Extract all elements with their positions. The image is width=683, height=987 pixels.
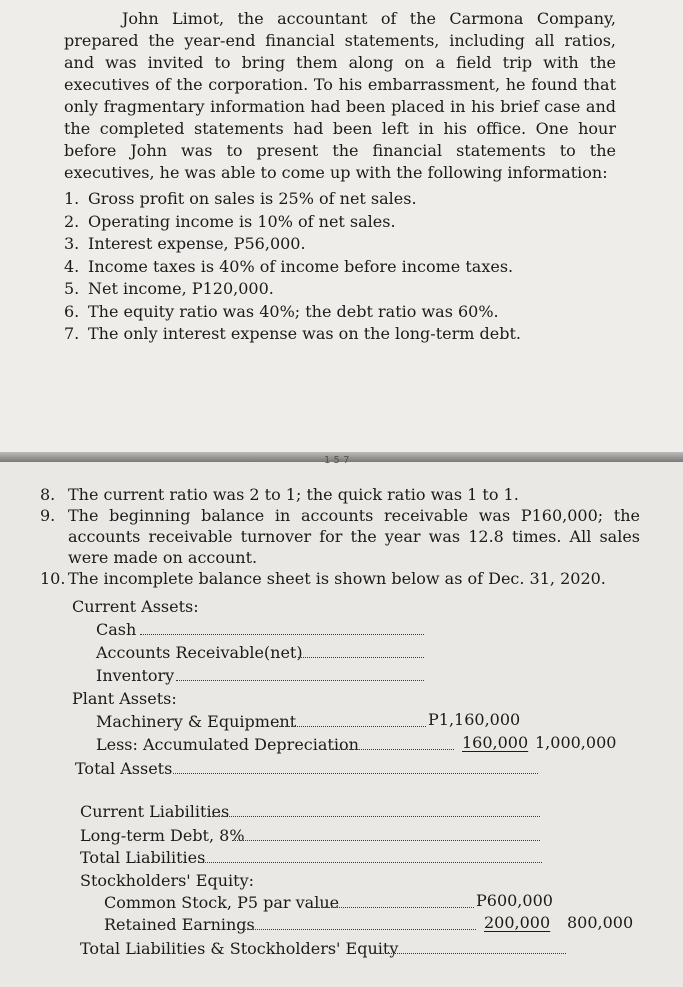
intro-text: John Limot, the accountant of the Carmona Company, prepared the year-end financial statements, including all ratios, and was invited to bring them along on a field trip with the executives of the corporation. To his embarrassment, he found that only fragmentary information had been placed in his brief case and the completed statements had been left in his office. One hour before John was to present the financial statements to the executives, he was able to come up with the following information: [64,9,616,182]
machinery-label: Machinery & Equipment [96,712,297,731]
list-item: 8. The current ratio was 2 to 1; the quick ratio was 1 to 1. [40,485,519,504]
total-liabilities-equity-label: Total Liabilities & Stockholders' Equity [80,939,399,958]
common-stock-label: Common Stock, P5 par value [104,893,340,912]
leader-dots [176,680,424,681]
cash-label: Cash [96,620,137,639]
leader-dots [212,816,540,817]
leader-dots [314,907,474,908]
leader-dots [298,657,424,658]
leader-dots [198,862,542,863]
current-liabilities-label: Current Liabilities [80,802,230,821]
list-item: 5. Net income, P120,000. [64,279,274,298]
leader-dots [232,840,540,841]
list-item: 4. Income taxes is 40% of income before income taxes. [64,256,514,276]
long-term-debt-label: Long-term Debt, 8% [80,826,245,845]
retained-earnings-label: Retained Earnings [104,915,255,934]
accumulated-depreciation-label: Less: Accumulated Depreciation [96,735,359,754]
depreciation-amount: 160,000 [462,733,529,752]
leader-dots [276,726,426,727]
current-assets-heading: Current Assets: [72,597,199,616]
stockholders-equity-heading: Stockholders' Equity: [80,871,254,890]
retained-earnings-amount: 200,000 [484,913,551,932]
inventory-label: Inventory [96,666,175,685]
leader-dots [173,773,538,774]
list-item: 1. Gross profit on sales is 25% of net sales. [64,189,417,208]
machinery-amount: P1,160,000 [428,710,521,729]
net-plant-amount: 1,000,000 [535,733,617,752]
list-item: 2. Operating income is 10% of net sales. [64,211,396,231]
accounts-receivable-label: Accounts Receivable(net) [96,643,303,662]
common-stock-amount: P600,000 [476,891,553,910]
list-item: 9. The beginning balance in accounts receivable was P160,000; the accounts receivable turnover for the year was 12.8 times. All sales were made on account. [40,506,640,567]
list-item: 7. The only interest expense was on the long-term debt. [64,324,521,343]
leader-dots [370,953,566,954]
list-item: 6. The equity ratio was 40%; the debt ratio was 60%. [64,301,499,321]
list-item: 10. The incomplete balance sheet is shown below as of Dec. 31, 2020. [40,569,606,588]
total-assets-label: Total Assets [75,759,173,778]
total-equity-amount: 800,000 [567,913,634,932]
leader-dots [242,929,476,930]
leader-dots [332,749,454,750]
plant-assets-heading: Plant Assets: [72,689,177,708]
total-liabilities-label: Total Liabilities [80,848,206,867]
leader-dots [140,634,424,635]
page-number: 1 5 7 [324,455,350,466]
list-item: 3. Interest expense, P56,000. [64,234,306,253]
